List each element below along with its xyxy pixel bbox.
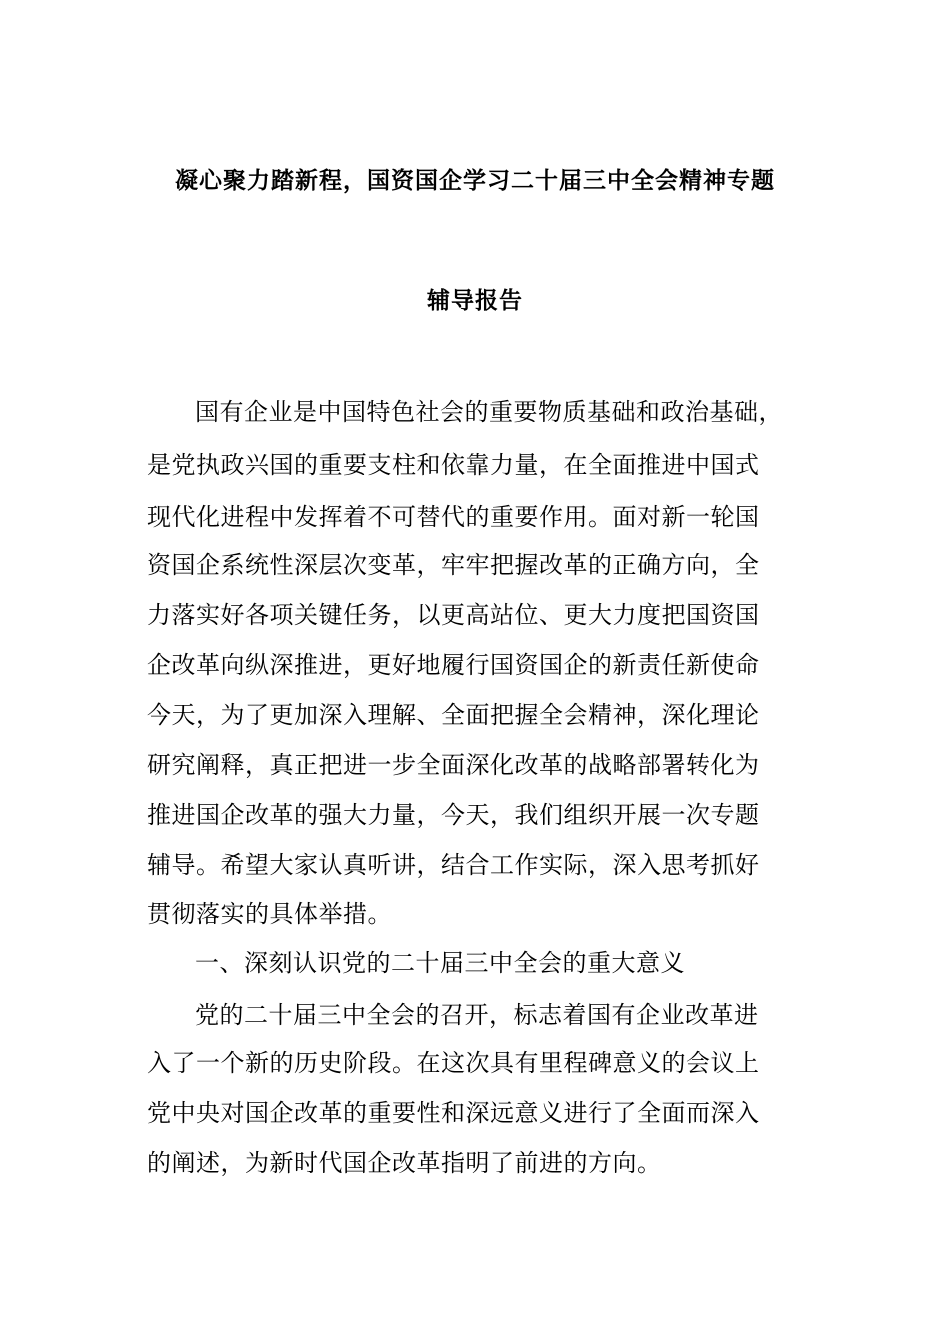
paragraph-1-line-6: 企改革向纵深推进，更好地履行国资国企的新责任新使命 — [147, 651, 760, 679]
paragraph-1-line-9: 推进国企改革的强大力量，今天，我们组织开展一次专题 — [147, 801, 760, 829]
paragraph-2-line-3: 党中央对国企改革的重要性和深远意义进行了全面而深入 — [147, 1099, 760, 1127]
paragraph-1-line-2: 是党执政兴国的重要支柱和依靠力量，在全面推进中国式 — [147, 451, 760, 479]
paragraph-1-line-5: 力落实好各项关键任务，以更高站位、更大力度把国资国 — [147, 601, 760, 629]
paragraph-1-line-11: 贯彻落实的具体举措。 — [147, 900, 392, 928]
paragraph-2-line-2: 入了一个新的历史阶段。在这次具有里程碑意义的会议上 — [147, 1049, 760, 1077]
paragraph-2-line-1: 党的二十届三中全会的召开，标志着国有企业改革进 — [195, 1001, 759, 1029]
document-title-line-2: 辅导报告 — [427, 288, 523, 314]
paragraph-1-line-1: 国有企业是中国特色社会的重要物质基础和政治基础， — [195, 398, 783, 426]
paragraph-2-line-4: 的阐述，为新时代国企改革指明了前进的方向。 — [147, 1149, 662, 1177]
section-heading-1: 一、深刻认识党的二十届三中全会的重大意义 — [195, 949, 685, 977]
document-title-line-1: 凝心聚力踏新程，国资国企学习二十届三中全会精神专题 — [175, 168, 775, 194]
paragraph-1-line-7: 今天，为了更加深入理解、全面把握全会精神，深化理论 — [147, 701, 760, 729]
paragraph-1-line-3: 现代化进程中发挥着不可替代的重要作用。面对新一轮国 — [147, 503, 760, 531]
paragraph-1-line-4: 资国企系统性深层次变革，牢牢把握改革的正确方向，全 — [147, 551, 760, 579]
paragraph-1-line-8: 研究阐释，真正把进一步全面深化改革的战略部署转化为 — [147, 751, 760, 779]
paragraph-1-line-10: 辅导。希望大家认真听讲，结合工作实际，深入思考抓好 — [147, 851, 760, 879]
